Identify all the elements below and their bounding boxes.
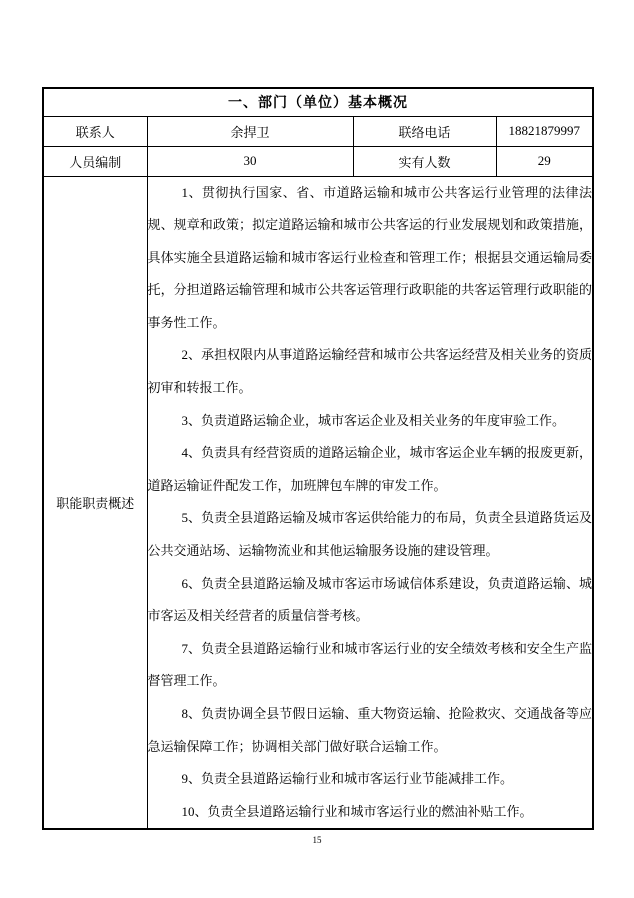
duty-item: 2、承担权限内从事道路运输经营和城市公共客运经营及相关业务的资质初审和转报工作。 [147, 347, 592, 396]
staffing-value-cell: 30 [147, 146, 353, 176]
phone-label-cell: 联络电话 [353, 116, 496, 146]
duty-item: 6、负责全县道路运输及城市客运市场诚信体系建设，负责道路运输、城市客运及相关经营者的质量信誉考核。 [147, 575, 592, 624]
title-row [43, 88, 593, 116]
contact-label-cell: 联系人 [43, 116, 147, 146]
duty-item: 7、负责全县道路运输行业和城市客运行业的安全绩效考核和安全生产监督管理工作。 [147, 640, 592, 689]
duty-item: 5、负责全县道路运输及城市客运供给能力的布局，负责全县道路货运及公共交通站场、运输物流业和其他运输服务设施的建设管理。 [147, 510, 592, 559]
headcount-value-cell: 29 [496, 146, 593, 176]
staffing-row [43, 146, 593, 176]
page-number: 15 [312, 835, 322, 845]
duty-item: 10、负责全县道路运输行业和城市客运行业的燃油补贴工作。 [181, 803, 533, 819]
section-title: 一、部门（单位）基本概况 [43, 88, 593, 116]
contact-value-cell: 余捍卫 [147, 116, 353, 146]
duties-row [43, 176, 593, 829]
duty-item: 9、负责全县道路运输行业和城市客运行业节能减排工作。 [181, 771, 514, 787]
duty-item: 1、贯彻执行国家、省、市道路运输和城市公共客运行业管理的法律法规、规章和政策；拟定道路运输和城市公共客运的行业发展规划和政策措施，具体实施全县道路运输和城市客运行业检查和管理工作；根据县交通运输局委托，分担道路运输管理和城市公共客运管理行政职能的共客运管理行政职能的事务性工作。 [147, 184, 592, 330]
contact-row [43, 116, 593, 146]
staffing-label-cell: 人员编制 [43, 146, 147, 176]
duties-content-cell [147, 176, 593, 829]
duties-label-cell: 职能职责概述 [43, 176, 147, 829]
duty-item: 4、负责具有经营资质的道路运输企业，城市客运企业车辆的报废更新，道路运输证件配发工作，加班牌包车牌的审发工作。 [147, 445, 592, 493]
phone-value-cell: 18821879997 [496, 116, 593, 146]
duty-item: 8、负责协调全县节假日运输、重大物资运输、抢险救灾、交通战备等应急运输保障工作；协调相关部门做好联合运输工作。 [147, 706, 592, 754]
duty-item: 3、负责道路运输企业，城市客运企业及相关业务的年度审验工作。 [181, 412, 566, 428]
basic-overview-table [42, 87, 594, 830]
headcount-label-cell: 实有人数 [353, 146, 496, 176]
